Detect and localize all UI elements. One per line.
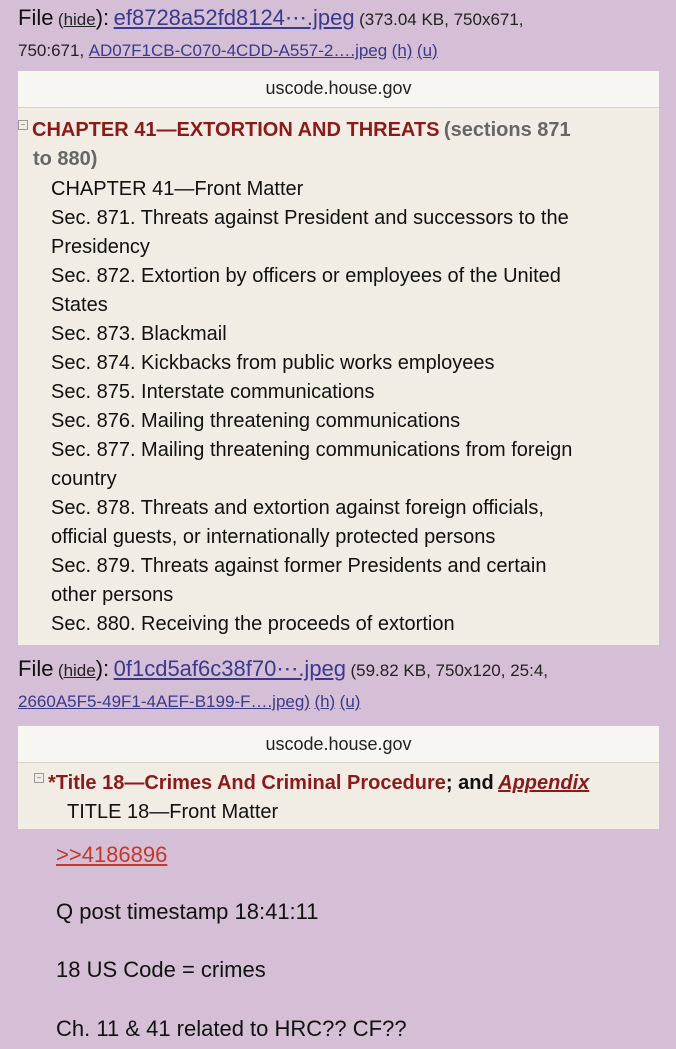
original-filename-link[interactable]: AD07F1CB-C070-4CDD-A557-2….jpeg: [88, 41, 388, 60]
toc-item[interactable]: Sec. 872. Extortion by officers or employees of the United: [51, 265, 561, 287]
toc-item[interactable]: Sec. 880. Receiving the proceeds of extortion: [51, 613, 455, 635]
hide-link[interactable]: hide: [63, 661, 96, 680]
h-link[interactable]: (h): [314, 692, 336, 711]
file-label: File: [18, 656, 54, 681]
post-line: 18 US Code = crimes: [56, 957, 266, 982]
chapter-range-cont: to 880): [33, 148, 98, 170]
collapse-icon[interactable]: −: [18, 120, 28, 130]
title-and: ; and: [445, 772, 494, 794]
chapter-range: (sections 871: [443, 119, 571, 141]
toc-item[interactable]: States: [51, 294, 108, 316]
file-info-1: File (hide): ef8728a52fd8124⋯.jpeg (373.04 KB, 750x671, 750:671, AD07F1CB-C070-4CDD-A557-2….jpeg (h) (u): [18, 5, 524, 60]
toc-item[interactable]: CHAPTER 41—Front Matter: [51, 178, 304, 200]
post-line: Ch. 11 & 41 related to HRC?? CF??: [56, 1016, 407, 1041]
u-link[interactable]: (u): [416, 41, 438, 60]
toc-item[interactable]: Presidency: [51, 236, 150, 258]
toc-item[interactable]: country: [51, 468, 117, 490]
file-name-link[interactable]: 0f1cd5af6c38f70⋯.jpeg: [113, 656, 347, 681]
original-filename-link[interactable]: 2660A5F5-49F1-4AEF-B199-F….jpeg): [18, 692, 310, 711]
toc-item[interactable]: Sec. 875. Interstate communications: [51, 381, 375, 403]
toc-item[interactable]: Sec. 874. Kickbacks from public works employees: [51, 352, 495, 374]
collapse-icon[interactable]: −: [34, 773, 44, 783]
chapter-title[interactable]: CHAPTER 41—EXTORTION AND THREATS: [32, 119, 440, 141]
file-meta: (59.82 KB, 750x120, 25:4,: [350, 661, 549, 680]
toc-item[interactable]: Sec. 879. Threats against former Presidents and certain: [51, 555, 547, 577]
file-label: File: [18, 5, 54, 30]
uscode-screenshot-2: [18, 726, 659, 829]
domain-bar: uscode.house.gov: [18, 726, 659, 763]
appendix-link[interactable]: Appendix: [498, 772, 590, 794]
section-list: [18, 174, 647, 639]
post-line: Q post timestamp 18:41:11: [56, 899, 319, 924]
toc-item[interactable]: Sec. 876. Mailing threatening communications: [51, 410, 461, 432]
toc-item[interactable]: Sec. 871. Threats against President and successors to the: [51, 207, 569, 229]
hide-link[interactable]: hide: [63, 10, 96, 29]
h-link[interactable]: (h): [391, 41, 413, 60]
file-ratio: 750:671,: [18, 41, 85, 60]
toc-item[interactable]: official guests, or internationally protected persons: [51, 526, 496, 548]
toc-item[interactable]: Sec. 878. Threats and extortion against foreign officials,: [51, 497, 544, 519]
file-name-link[interactable]: ef8728a52fd8124⋯.jpeg: [113, 5, 355, 30]
title-18-link[interactable]: *Title 18—Crimes And Criminal Procedure: [48, 772, 446, 794]
file-meta: (373.04 KB, 750x671,: [359, 10, 524, 29]
file-info-2: File (hide): 0f1cd5af6c38f70⋯.jpeg (59.82 KB, 750x120, 25:4, 2660A5F5-49F1-4AEF-B199-F….jpeg) (h) (u): [18, 656, 549, 711]
post-backlink[interactable]: >>4186896: [56, 842, 168, 867]
toc-item[interactable]: Sec. 873. Blackmail: [51, 323, 227, 345]
toc-item[interactable]: other persons: [51, 584, 174, 606]
domain-bar: uscode.house.gov: [18, 71, 659, 108]
title-18-front-matter[interactable]: TITLE 18—Front Matter: [67, 801, 279, 823]
toc-item[interactable]: Sec. 877. Mailing threatening communications from foreign: [51, 439, 573, 461]
u-link[interactable]: (u): [339, 692, 361, 711]
uscode-screenshot-1: [18, 71, 659, 645]
